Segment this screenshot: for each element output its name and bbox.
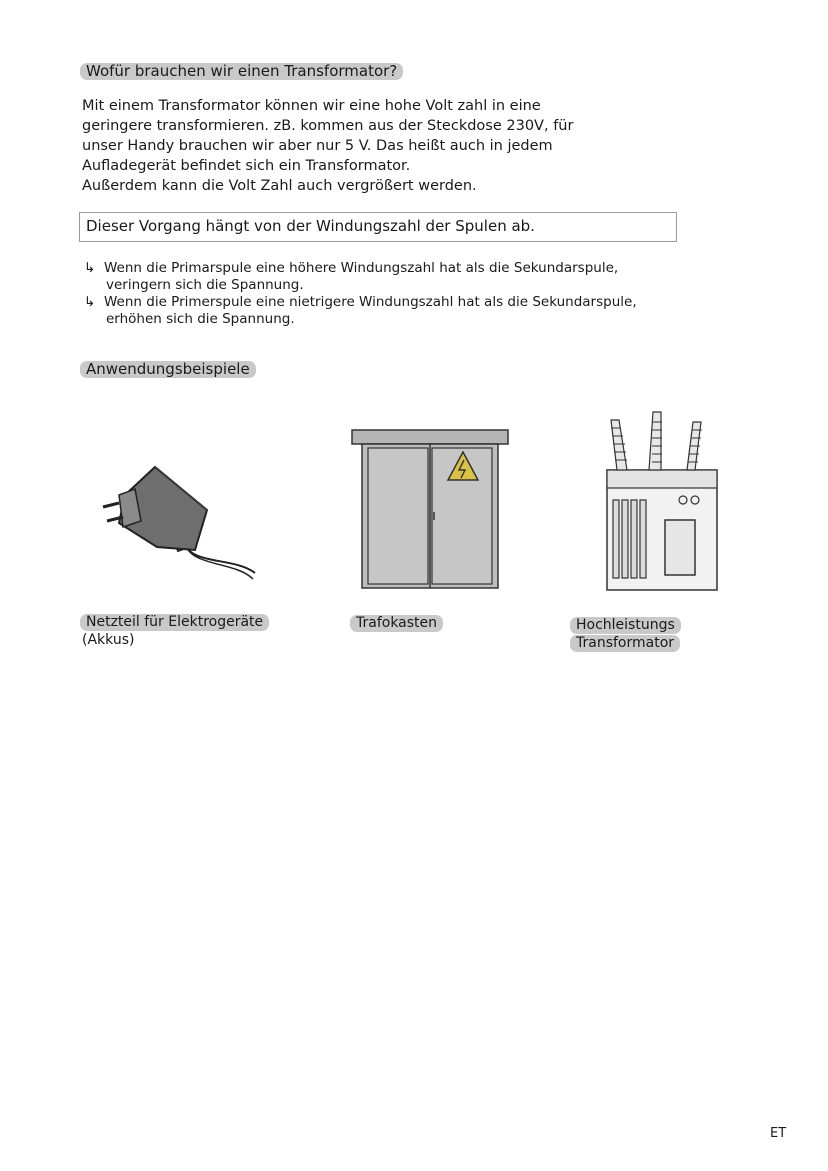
- caption-transformer-box: Trafokasten: [350, 614, 443, 632]
- power-transformer-icon: [595, 408, 725, 598]
- bullet-item: ↳ Wenn die Primarspule eine höhere Windungszahl hat als die Sekundarspule,: [84, 260, 619, 276]
- key-statement-box: [79, 212, 677, 242]
- para-line: geringere transformieren. zB. kommen aus der Steckdose 230V, für: [82, 118, 574, 134]
- para-line: Außerdem kann die Volt Zahl auch vergrößert werden.: [82, 178, 477, 194]
- caption-power-adapter: Netzteil für Elektrogeräte (Akkus): [80, 613, 269, 649]
- bullet-item: ↳ Wenn die Primerspule eine nietrigere Windungszahl hat als die Sekundarspule,: [84, 294, 637, 310]
- caption-power-transformer: Hochleistungs Transformator: [570, 616, 681, 652]
- author-initials: ET: [770, 1126, 787, 1141]
- transformer-box-icon: [350, 428, 510, 593]
- bullet-item-cont: erhöhen sich die Spannung.: [106, 311, 295, 327]
- arrow-icon: ↳: [84, 294, 96, 310]
- para-line: Aufladegerät befindet sich ein Transformator.: [82, 158, 411, 174]
- para-line: unser Handy brauchen wir aber nur 5 V. Das heißt auch in jedem: [82, 138, 553, 154]
- bullet-list: [84, 260, 637, 328]
- key-statement: Dieser Vorgang hängt von der Windungszahl der Spulen ab.: [86, 217, 535, 235]
- arrow-icon: ↳: [84, 260, 96, 276]
- para-line: Mit einem Transformator können wir eine hohe Volt zahl in eine: [82, 98, 541, 114]
- power-adapter-icon: [95, 455, 275, 585]
- intro-paragraph: [82, 96, 762, 196]
- heading-why-transformer: Wofür brauchen wir einen Transformator?: [80, 62, 403, 80]
- bullet-item-cont: veringern sich die Spannung.: [106, 277, 304, 293]
- heading-examples: Anwendungsbeispiele: [80, 360, 256, 378]
